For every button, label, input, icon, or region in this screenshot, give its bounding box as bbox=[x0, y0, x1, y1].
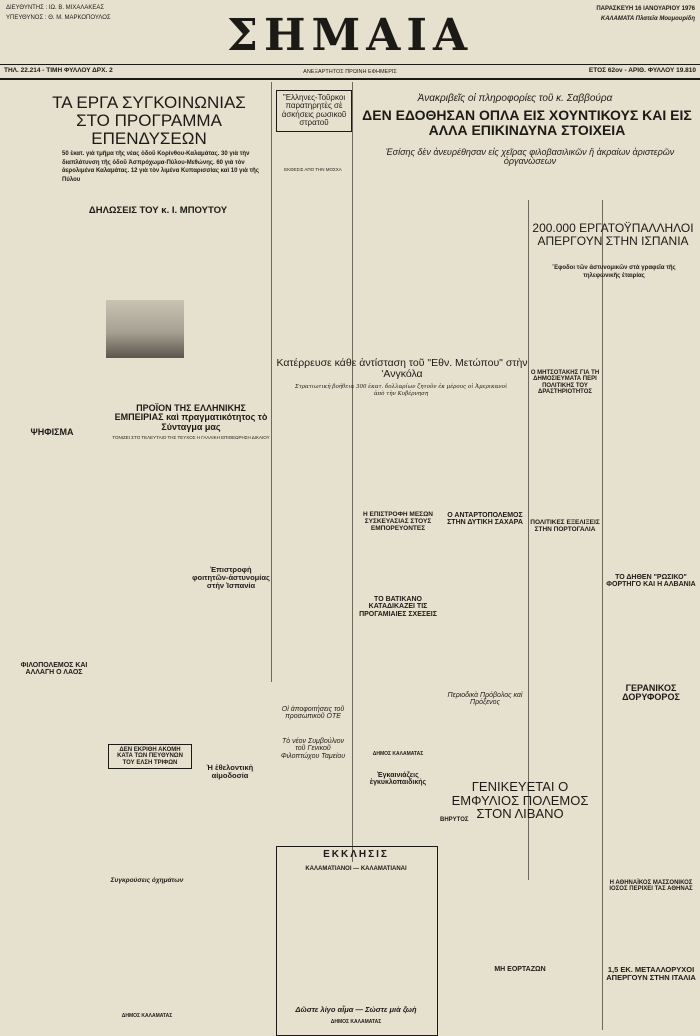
ekri-notice: ΔΕΝ ΕΚΡΙΘΗ ΑΚΟΜΗ ΚΑΤΑ ΤΩΝ ΠΕΥΘΥΝΩΝ ΤΟΥ ΕΛΣΗ ΤΡΙΦΩΝ bbox=[108, 744, 192, 769]
russian-freighter-headline: ΤΟ ΔΗΘΕΝ "ΡΩΣΙΚΟ" ΦΟΡΤΗΓΟ ΚΑΙ Η ΑΛΒΑΝΙΑ bbox=[606, 574, 696, 589]
blood-donation-headline: Ἡ ἐθελοντικὴ αἱμοδοσία bbox=[206, 763, 254, 780]
no-holidays-headline: ΜΗ ΕΟΡΤΑΖΩΝ bbox=[494, 966, 546, 973]
address-line: ΚΑΛΑΜΑΤΑ Πλατεῖα Μουμουρίδη bbox=[600, 16, 695, 22]
filopolemos-headline: ΦΙΛΟΠΟΛΕΜΟΣ ΚΑΙ ΑΛΛΑΓΗ Ο ΛΑΟΣ bbox=[20, 662, 88, 677]
observers-source: ΕΚΘΕΣΙΣ ΑΠΟ ΤΗΝ ΜΟΣΧΑ bbox=[284, 167, 342, 172]
weapons-subhead: Ἐσίσης δὲν ἀνευρέθησαν εἰς χεῖρας φιλοβασιλικῶν ἢ ἀκραίων ἀριστερῶν ὀργανώσεων bbox=[385, 147, 675, 167]
weapons-headline: ΔΕΝ ΕΔΟΘΗΣΑΝ ΟΠΛΑ ΕΙΣ ΧΟΥΝΤΙΚΟΥΣ ΚΑΙ ΕΙΣ ΑΛΛΑ ΕΠΙΚΙΝΔΥΝΑ ΣΤΟΙΧΕΙΑ bbox=[362, 107, 692, 138]
angola-subhead: Στρατιωτικὴ βοήθεια 300 ἑκατ. δολλαρίων ζητοῦν ἐκ μέρους οἱ Ἀμερικανοὶ ἀπὸ τὴν Κυβέρνηση bbox=[294, 384, 508, 397]
satellite-headline: ΓΕΡΑΝΙΚΟΣ ΔΟΡΥΦΟΡΟΣ bbox=[622, 683, 680, 703]
portugal-headline: ΠΟΛΙΤΙΚΕΣ ΕΞΕΛΙΞΕΙΣ ΣΤΗΝ ΠΟΡΤΟΓΑΛΙΑ bbox=[530, 519, 600, 533]
blood-donation-text bbox=[190, 790, 270, 1000]
editor-line: ΥΠΕΥΘΥΝΟΣ : Θ. Μ. ΜΑΡΚΟΠΟΥΛΟΣ bbox=[6, 15, 111, 21]
psifisma-text bbox=[4, 442, 102, 642]
collisions-headline: Συγκρούσεις ὀχημάτων bbox=[110, 877, 184, 884]
fund-headline: Τὸ νέον Συμβούλιον τοῦ Γενικοῦ Φιλοπτώχου Ταμείου bbox=[280, 738, 346, 760]
municipality-sign-2: ΔΗΜΟΣ ΚΑΛΑΜΑΤΑΣ bbox=[372, 751, 424, 757]
periodicals-text bbox=[444, 718, 526, 778]
phone-price: ΤΗΛ. 22.214 - ΤΙΜΗ ΦΥΛΛΟΥ ΔΡΧ. 2 bbox=[4, 67, 113, 74]
fund-text bbox=[276, 770, 350, 832]
products-text-col1 bbox=[108, 446, 186, 646]
angola-text-col1 bbox=[276, 402, 350, 682]
observers-headline: "Ελληνες-Τοῦρκοι παρατηρητὲς σὲ ἀσκήσεις ρωσικοῦ στρατοῦ bbox=[276, 90, 352, 132]
year-issue: ΕΤΟΣ 62ον - ΑΡΙΘ. ΦΥΛΛΟΥ 19.810 bbox=[588, 67, 696, 74]
masonic-headline: Η ΑΘΗΝΑΪΚΟΣ ΜΑΣΣΟΝΙΚΟΣ ΙΟΣΟΣ ΠΕΡΙΧΕΙ ΤΑΣ ΑΘΗΝΑΣ bbox=[609, 880, 693, 893]
weapons-text-col3 bbox=[530, 174, 600, 204]
appeal-cta: Δῶστε λίγο αἷμα — Σώστε μιὰ ζωὴ bbox=[295, 1005, 417, 1014]
works-text-col1 bbox=[4, 220, 74, 370]
ote-headline: Οἱ ἀποφοιτήσεις τοῦ προσωπικοῦ ΟΤΕ bbox=[281, 706, 345, 721]
vatican-text bbox=[356, 628, 440, 738]
weapons-text-col2 bbox=[446, 174, 526, 294]
appeal-signature: ΔΗΜΟΣ ΚΑΛΑΜΑΤΑΣ bbox=[330, 1019, 382, 1025]
student-police-text bbox=[192, 594, 270, 674]
no-holidays-text bbox=[440, 978, 600, 1028]
sahara-headline: Ο ΑΝΤΑΡΤΟΠΟΛΕΜΟΣ ΣΤΗΝ ΔΥΤΙΚΗ ΣΑΧΑΡΑ bbox=[447, 512, 523, 527]
periodicals-headline: Περιοδικὰ Πρόβολος καὶ Πρόξενος bbox=[447, 692, 523, 707]
masonic-text bbox=[606, 910, 696, 960]
products-text-col2 bbox=[192, 446, 269, 560]
municipality-sign-1: ΔΗΜΟΣ ΚΑΛΑΜΑΤΑΣ bbox=[121, 1013, 173, 1019]
inauguration-headline: Ἐγκαινιάζεις ἐγκυκλοπαιδικής bbox=[369, 772, 427, 787]
spain-strike-subhead: Ἔφοδοι τῶν ἀστυνομικῶν στὰ γραφεῖα τῆς τηλεφωνικῆς ἑταιρίας bbox=[552, 265, 676, 279]
masthead-title: ΣΗΜΑΙΑ bbox=[226, 10, 474, 61]
lebanon-source: ΒΗΡΥΤΟΣ bbox=[440, 817, 469, 823]
packaging-text bbox=[356, 540, 440, 586]
student-police-headline: Ἐπιστροφὴ φοιτητῶν-ἀστυνομίας στὴν Ἰσπανία bbox=[192, 565, 270, 590]
tagline: ΑΝΕΞΑΡΤΗΤΟΣ ΠΡΩΙΝΗ ΕΦΗΜΕΡΙΣ bbox=[303, 69, 397, 75]
italy-miners-headline: 1,5 ΕΚ. ΜΕΤΑΛΛΟΡΥΧΟΙ ΑΠΕΡΓΟΥΝ ΣΤΗΝ ΙΤΑΛΙΑ bbox=[606, 965, 696, 982]
packaging-headline: Η ΕΠΙΣΤΡΟΦΗ ΜΕΣΩΝ ΣΥΣΚΕΥΑΣΙΑΣ ΣΤΟΥΣ ΕΜΠΟΡΕΥΟΝΤΕΣ bbox=[363, 511, 433, 532]
appeal-subhead: ΚΑΛΑΜΑΤΙΑΝΟΙ — ΚΑΛΑΜΑΤΙΑΝΑΙ bbox=[305, 866, 407, 872]
date-line: ΠΑΡΑΣΚΕΥΗ 16 ΙΑΝΟΥΑΡΙΟΥ 1976 bbox=[596, 6, 695, 12]
lebanon-headline: ΓΕΝΙΚΕΥΕΤΑΙ Ο ΕΜΦΥΛΙΟΣ ΠΟΛΕΜΟΣ ΣΤΟΝ ΛΙΒΑΝΟ bbox=[451, 779, 589, 822]
spain-strike-text-col3 bbox=[606, 390, 696, 560]
mitsotakis-text bbox=[530, 410, 600, 510]
psifisma-headline: ΨΗΦΙΣΜΑ bbox=[30, 427, 74, 437]
works-byline: ΔΗΛΩΣΕΙΣ ΤΟΥ κ. Ι. ΜΠΟΥΤΟΥ bbox=[88, 205, 228, 216]
satellite-text bbox=[606, 712, 696, 792]
vatican-headline: ΤΟ ΒΑΤΙΚΑΝΟ ΚΑΤΑΔΙΚΑΖΕΙ ΤΙΣ ΠΡΟΓΑΜΙΑΙΕΣ ΣΧΕΣΕΙΣ bbox=[359, 596, 437, 618]
russian-freighter-text bbox=[606, 596, 696, 676]
filopolemos-text bbox=[4, 682, 102, 1022]
mitsotakis-headline: Ο ΜΗΤΣΟΤΑΚΗΣ ΓΙΑ ΤΗ ΔΗΜΟΣΙΕΥΜΑΤΑ ΠΕΡΙ ΠΟΛΙΤΙΚΗΣ ΤΟΥ ΔΡΑΣΤΗΡΙΟΤΗΤΟΣ bbox=[530, 370, 600, 395]
director-line: ΔΙΕΥΘΥΝΤΗΣ : ΙΩ. Β. ΜΙΧΑΛΑΚΕΑΣ bbox=[6, 5, 105, 11]
italy-miners-text bbox=[606, 992, 696, 1032]
appeal-headline: ΕΚΚΛΗΣΙΣ bbox=[323, 849, 389, 860]
weapons-text-col1 bbox=[356, 174, 442, 294]
products-headline: ΠΡΟΪΟΝ ΤΗΣ ΕΛΛΗΝΙΚΗΣ ΕΜΠΕΙΡΙΑΣ καὶ πραγματικότητος τὸ Σύνταγμα μας bbox=[114, 403, 268, 432]
portugal-text bbox=[530, 540, 600, 770]
spain-strike-text-col2 bbox=[606, 290, 696, 380]
appeal-text bbox=[282, 878, 432, 998]
works-text-col3 bbox=[187, 220, 269, 402]
lebanon-text bbox=[440, 826, 600, 962]
spain-strike-text-col1 bbox=[530, 290, 600, 360]
collisions-text bbox=[108, 896, 186, 1006]
spain-strike-headline: 200.000 ΕΡΓΑΤΟΫΠΑΛΛΗΛΟΙ ΑΠΕΡΓΟΥΝ ΣΤΗΝ ΙΣΠΑΝΙΑ bbox=[532, 221, 694, 248]
inaccurate-headline: Ἀνακριβεῖς οἱ πληροφορίες τοῦ κ. Σαββούρα bbox=[417, 93, 613, 104]
works-subhead: 50 ἑκατ. γιὰ τμῆμα τῆς νέας ὁδοῦ Κορίνθου-Καλαμάτας. 30 γιὰ τὴν διαπλάτυνση τῆς ὁδοῦ Ἀσπρόχωμα-Πύλου-Μεθώνης. 60 γιὰ τὸν ἀερολιμένα Καλαμάτας. 12 γιὰ τὸν λιμένα Κυπαρισσίας καὶ 10 γιὰ τῆς Πύλου bbox=[62, 151, 259, 183]
products-source: ΤΟΝΙΖΕΙ ΣΤΟ ΤΕΛΕΥΤΑΙΟ ΤΗΣ ΤΕΥΧΟΣ Η ΓΑΛΛΙΚΗ ΕΠΙΘΕΩΡΗΣΗ ΔΙΚΑΙΟΥ bbox=[112, 435, 270, 440]
observers-text bbox=[276, 178, 350, 348]
works-headline: ΤΑ ΕΡΓΑ ΣΥΓΚΟΙΝΩΝΙΑΣ ΣΤΟ ΠΡΟΓΡΑΜΜΑ ΕΠΕΝΔΥΣΕΩΝ bbox=[52, 93, 246, 148]
politician-photo bbox=[106, 300, 184, 358]
angola-headline: Κατέρρευσε κάθε ἀντίσταση τοῦ "Εθν. Μετώπου" στὴν 'Ανγκόλα bbox=[276, 357, 528, 381]
sahara-text bbox=[444, 540, 526, 690]
angola-text-col2 bbox=[356, 402, 440, 498]
